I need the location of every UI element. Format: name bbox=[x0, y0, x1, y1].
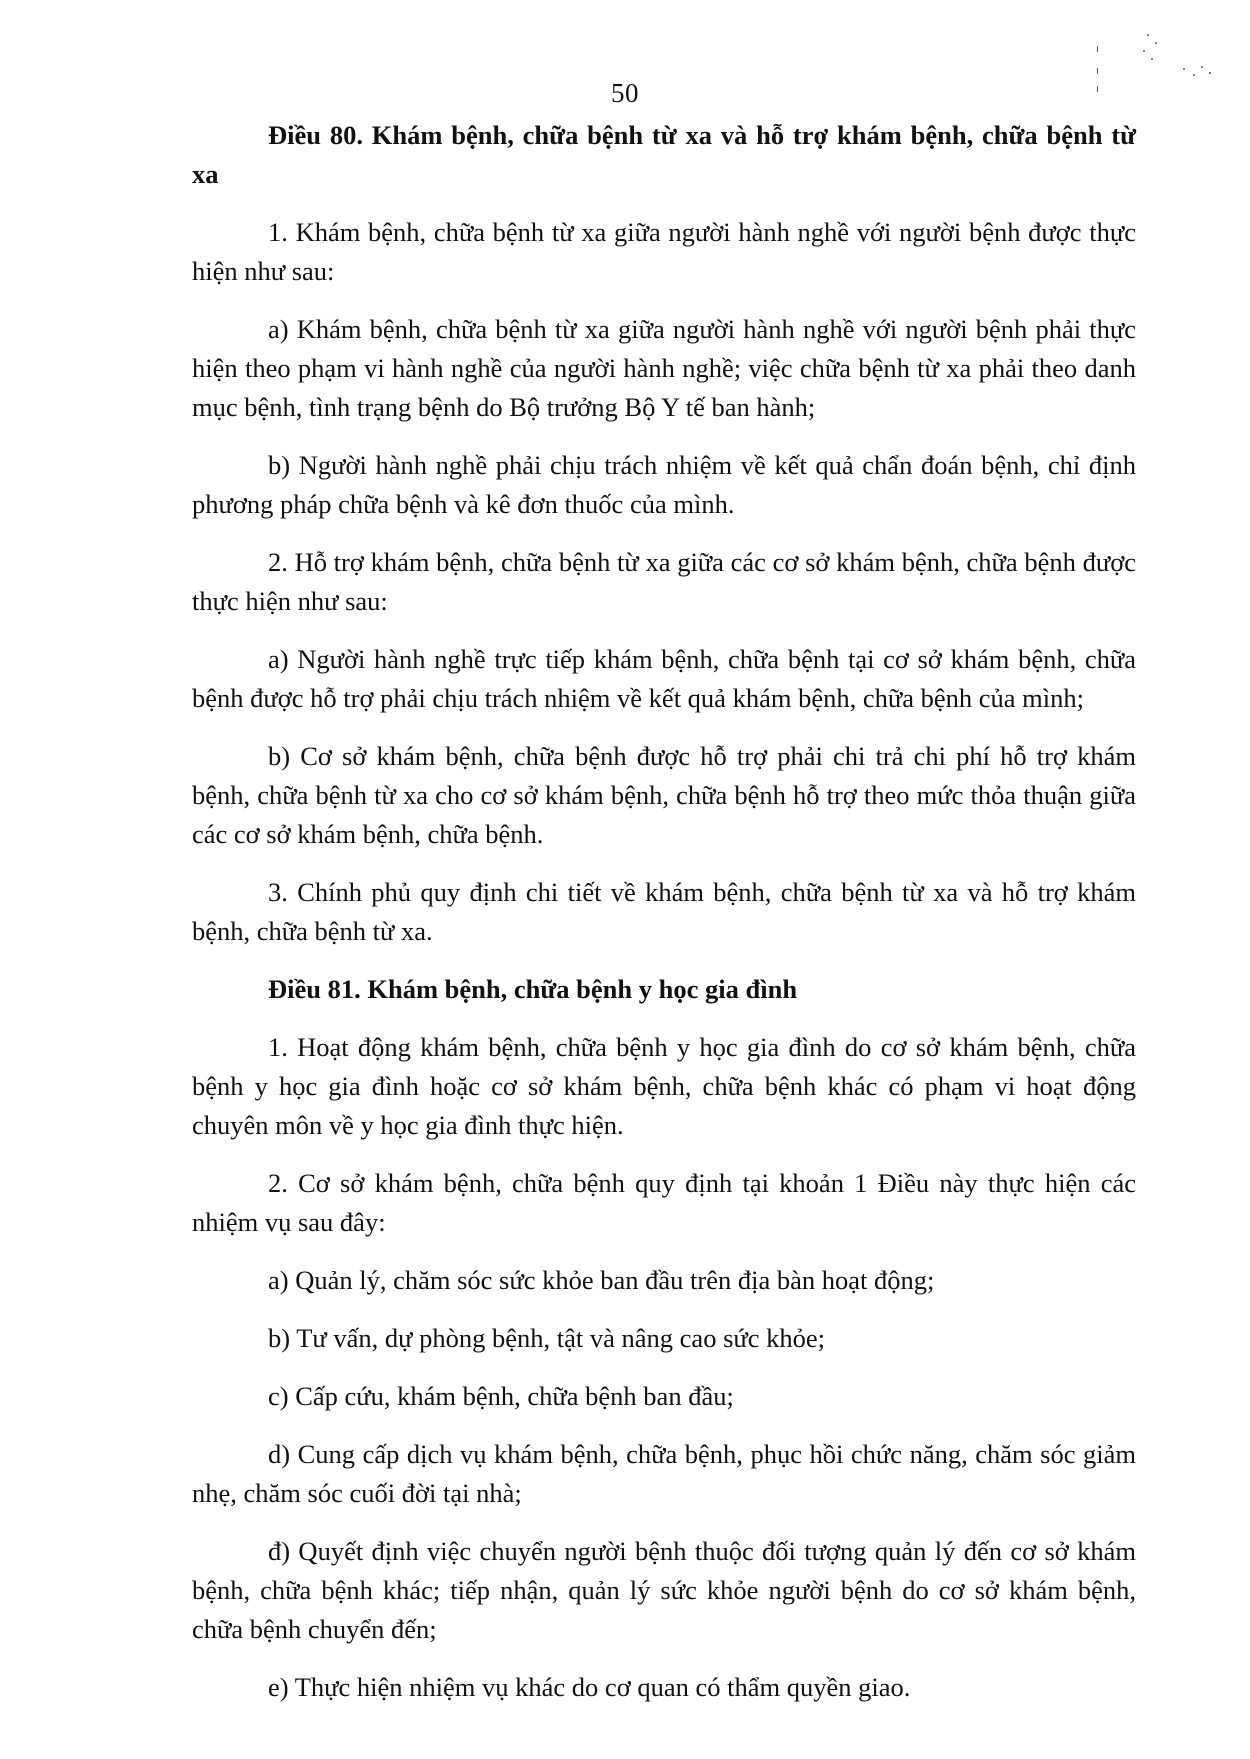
article-81-clause-1: 1. Hoạt động khám bệnh, chữa bệnh y học gia đình do cơ sở khám bệnh, chữa bệnh y học gia đình hoặc cơ sở khám bệnh, chữa bệnh khác có phạm vi hoạt động chuyên môn về y học gia đình thực hiện. bbox=[192, 1032, 1136, 1140]
article-81-clause-2: 2. Cơ sở khám bệnh, chữa bệnh quy định tại khoản 1 Điều này thực hiện các nhiệm vụ sau đây: bbox=[192, 1168, 1136, 1237]
article-81-clause-2a: a) Quản lý, chăm sóc sức khỏe ban đầu trên địa bàn hoạt động; bbox=[268, 1265, 935, 1295]
article-80-clause-1b: b) Người hành nghề phải chịu trách nhiệm về kết quả chẩn đoán bệnh, chỉ định phương pháp chữa bệnh và kê đơn thuốc của mình. bbox=[192, 450, 1136, 519]
article-80-clause-1a: a) Khám bệnh, chữa bệnh từ xa giữa người hành nghề với người bệnh phải thực hiện theo phạm vi hành nghề của người hành nghề; việc chữa bệnh từ xa phải theo danh mục bệnh, tình trạng bệnh do Bộ trưởng Bộ Y tế ban hành; bbox=[192, 314, 1136, 422]
page-number: 50 bbox=[611, 78, 639, 108]
article-80-clause-1: 1. Khám bệnh, chữa bệnh từ xa giữa người hành nghề với người bệnh được thực hiện như sau: bbox=[192, 217, 1136, 286]
article-81-clause-2dd: đ) Quyết định việc chuyển người bệnh thuộc đối tượng quản lý đến cơ sở khám bệnh, chữa bệnh khác; tiếp nhận, quản lý sức khỏe người bệnh do cơ sở khám bệnh, chữa bệnh chuyển đến; bbox=[192, 1536, 1136, 1644]
article-80-clause-3: 3. Chính phủ quy định chi tiết về khám bệnh, chữa bệnh từ xa và hỗ trợ khám bệnh, chữa bệnh từ xa. bbox=[192, 877, 1136, 946]
article-81-clause-2d: d) Cung cấp dịch vụ khám bệnh, chữa bệnh, phục hồi chức năng, chăm sóc giảm nhẹ, chăm sóc cuối đời tại nhà; bbox=[192, 1439, 1136, 1508]
article-80-clause-2a: a) Người hành nghề trực tiếp khám bệnh, chữa bệnh tại cơ sở khám bệnh, chữa bệnh được hỗ trợ phải chịu trách nhiệm về kết quả khám bệnh, chữa bệnh của mình; bbox=[192, 644, 1136, 713]
article-81-clause-2b: b) Tư vấn, dự phòng bệnh, tật và nâng cao sức khỏe; bbox=[268, 1323, 826, 1353]
article-80-clause-2: 2. Hỗ trợ khám bệnh, chữa bệnh từ xa giữa các cơ sở khám bệnh, chữa bệnh được thực hiện như sau: bbox=[192, 547, 1136, 616]
article-81-title: Điều 81. Khám bệnh, chữa bệnh y học gia đình bbox=[268, 974, 798, 1004]
document-body bbox=[192, 116, 1136, 1726]
article-81-clause-2e: e) Thực hiện nhiệm vụ khác do cơ quan có thẩm quyền giao. bbox=[268, 1672, 911, 1702]
article-81-clause-2c: c) Cấp cứu, khám bệnh, chữa bệnh ban đầu; bbox=[268, 1381, 734, 1411]
article-80-title: Điều 80. Khám bệnh, chữa bệnh từ xa và hỗ trợ khám bệnh, chữa bệnh từ xa bbox=[192, 120, 1136, 189]
article-80-clause-2b: b) Cơ sở khám bệnh, chữa bệnh được hỗ trợ phải chi trả chi phí hỗ trợ khám bệnh, chữa bệnh từ xa cho cơ sở khám bệnh, chữa bệnh hỗ trợ theo mức thỏa thuận giữa các cơ sở khám bệnh, chữa bệnh. bbox=[192, 741, 1136, 849]
